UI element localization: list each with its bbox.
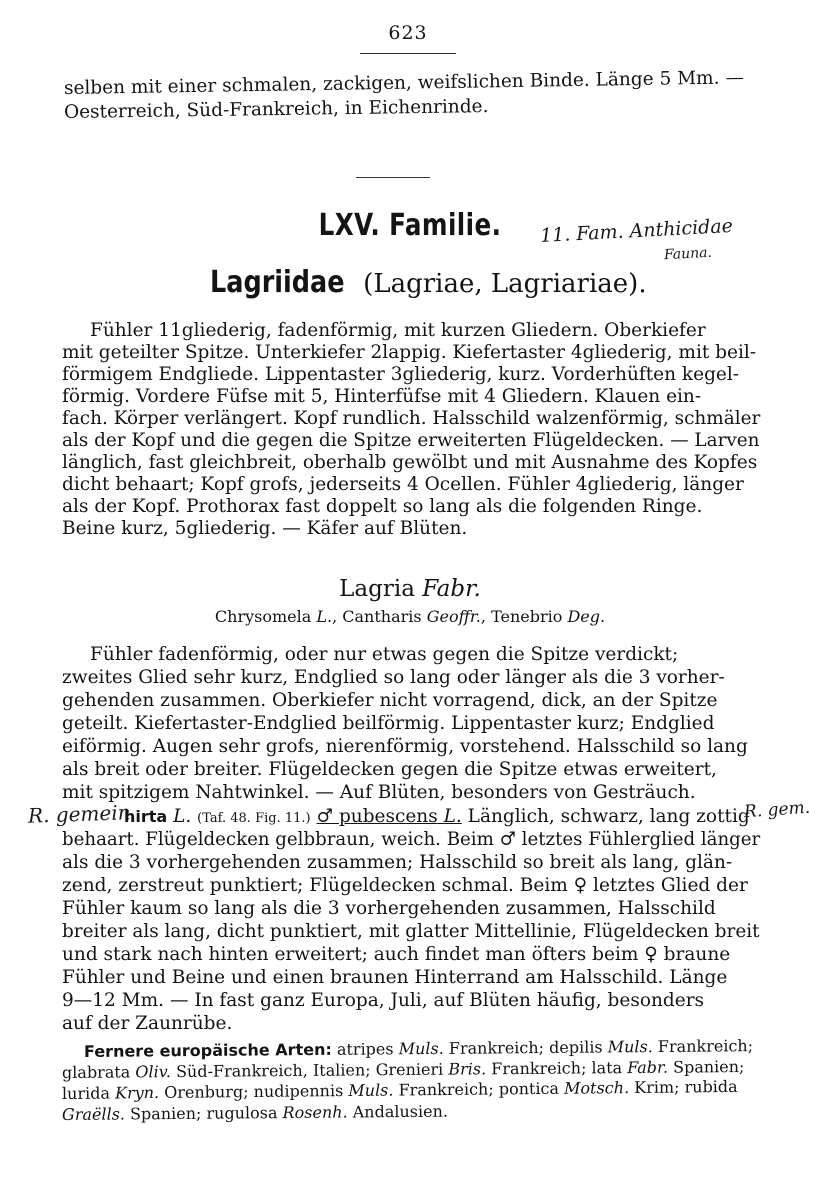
genus-line: Fühler fadenförmig, oder nur etwas gegen die Spitze verdickt; [90,644,679,665]
further-species-author: Graëlls. [61,1104,126,1124]
genus-line: geteilt. Kiefertaster-Endglied beilförmig. Lippentaster kurz; Endglied [62,713,715,734]
further-species-text: Süd-Frankreich, Italien; Grenieri [170,1059,449,1082]
synonymy-text: Chrysomela [214,607,317,626]
family-name: Lagriidae [210,265,345,300]
species-line: breiter als lang, dicht punktiert, mit glatter Mittellinie, Flügeldecken breit [62,921,760,942]
synonymy-author: L. [316,607,333,626]
further-species-text: Spanien; rugulosa [124,1103,283,1124]
further-species-text: Andalusien. [347,1101,449,1122]
species-line: und stark nach hinten erweitert; auch findet man öfters beim ♀ braune [62,944,731,965]
intro-line: Oesterreich, Süd-Frankreich, in Eichenrinde. [63,96,489,123]
section-separator [356,177,430,178]
genus-line: mit spitzigem Nahtwinkel. — Auf Blüten, besonders von Gesträuch. [62,782,696,803]
synonym-author: L. [443,806,462,827]
further-species-text: glabrata [61,1062,136,1082]
intro-line: selben mit einer schmalen, zackigen, weifslichen Binde. Länge 5 Mm. — [63,67,745,99]
species-name: hirta [124,807,168,826]
further-species-line [62,1102,448,1125]
synonymy-author: Deg. [567,607,606,626]
further-species-author: Muls. [607,1037,653,1057]
further-species-text: Orenburg; nudipennis [158,1081,349,1102]
page-number: 623 [388,22,428,44]
species-synonym [316,806,461,827]
further-species-author: Oliv. [135,1062,172,1082]
description-line: als der Kopf. Prothorax fast doppelt so lang als die folgenden Ringe. [62,496,703,517]
further-species-text: lurida [61,1083,116,1103]
description-line: Fühler 11gliederig, fadenförmig, mit kurzen Gliedern. Oberkiefer [90,320,706,341]
further-species-text: Spanien; [667,1057,745,1077]
genus-synonymy [0,607,820,626]
synonymy-text: , Cantharis [332,607,427,626]
synonym-name: ♂ pubescens [316,806,438,827]
synonymy-author: Geoffr. [426,607,481,626]
species-first-line [124,806,750,830]
handwritten-family-note-2: Fauna. [663,244,713,264]
family-title: LXV. Familie. [318,208,502,243]
description-line: dicht behaart; Kopf grofs, jederseits 4 Ocellen. Fühler 4gliederig, länger [62,474,744,495]
genus-line: eiförmig. Augen sehr grofs, nierenförmig, vorstehend. Halsschild so lang [62,736,748,757]
further-species-author: Fabr. [627,1057,669,1078]
family-name-line [210,265,647,300]
species-line: zend, zerstreut punktiert; Flügeldecken schmal. Beim ♀ letztes Glied der [62,875,748,896]
further-species-text: Frankreich; [652,1036,754,1057]
further-species-author: Bris. [448,1059,487,1079]
description-line: Beine kurz, 5gliederig. — Käfer auf Blüten. [62,518,468,539]
species-line: 9—12 Mm. — In fast ganz Europa, Juli, auf Blüten häufig, besonders [62,990,705,1011]
description-line: förmigem Endgliede. Lippentaster 3gliederig, kurz. Vorderhüften kegel- [62,364,740,385]
further-species-text: atripes [331,1039,399,1059]
further-species-text: Krim; rubida [629,1076,738,1098]
species-line: als die 3 vorhergehenden zusammen; Halsschild so breit als lang, glän- [62,852,733,873]
genus-line: als breit oder breiter. Flügeldecken gegen die Spitze etwas erweitert, [62,759,717,780]
further-species-author: Motsch. [563,1078,630,1098]
handwritten-family-note: 11. Fam. Anthicidae [539,214,734,248]
description-line: als der Kopf und die gegen die Spitze erweiterten Flügeldecken. — Larven [62,430,760,451]
genus-line: zweites Glied sehr kurz, Endglied so lang oder länger als die 3 vorher- [62,667,725,688]
description-line: fach. Körper verlängert. Kopf rundlich. Halsschild walzenförmig, schmäler [62,408,761,429]
further-species-heading: Fernere europäische Arten: [83,1039,332,1061]
family-synonyms: (Lagriae, Lagriariae). [363,269,647,299]
species-first-line-text: Länglich, schwarz, lang zottig [467,806,750,827]
genus-author: Fabr. [422,576,481,602]
further-species-author: Muls. [348,1080,394,1101]
further-species-text: Frankreich; depilis [443,1037,608,1058]
description-line: förmig. Vordere Füfse mit 5, Hinterfüfse mit 4 Gliedern. Klauen ein- [62,386,702,407]
page-number-rule [360,53,456,54]
synonymy-text: , Tenebrio [480,607,568,626]
species-line: behaart. Flügeldecken gelbbraun, weich. Beim ♂ letztes Fühlerglied länger [62,829,761,850]
genus-line: gehenden zusammen. Oberkiefer nicht vorragend, dick, an der Spitze [62,690,718,711]
further-species-author: Rosenh. [282,1102,348,1123]
handwritten-species-note-right: R. gem. [743,797,811,823]
further-species-author: Muls. [398,1038,444,1059]
further-species-text: Frankreich; lata [486,1058,628,1079]
species-line: Fühler kaum so lang als die 3 vorhergehenden zusammen, Halsschild [62,898,716,919]
genus-title [0,576,820,602]
handwritten-species-note-left: R. gemein [27,800,131,828]
further-species-text: Frankreich; pontica [393,1078,565,1100]
description-line: mit geteilter Spitze. Unterkiefer 2lappig. Kiefertaster 4gliederig, mit beil- [62,342,757,363]
further-species-author: Kryn. [114,1082,160,1103]
species-line: auf der Zaunrübe. [62,1013,233,1034]
description-line: länglich, fast gleichbreit, oberhalb gewölbt und mit Ausnahme des Kopfes [62,452,758,473]
species-line: Fühler und Beine und einen braunen Hinterrand am Halsschild. Länge [62,967,728,988]
species-author: L. [173,806,192,827]
genus-name: Lagria [339,576,415,602]
figure-reference: (Taf. 48. Fig. 11.) [197,811,311,826]
